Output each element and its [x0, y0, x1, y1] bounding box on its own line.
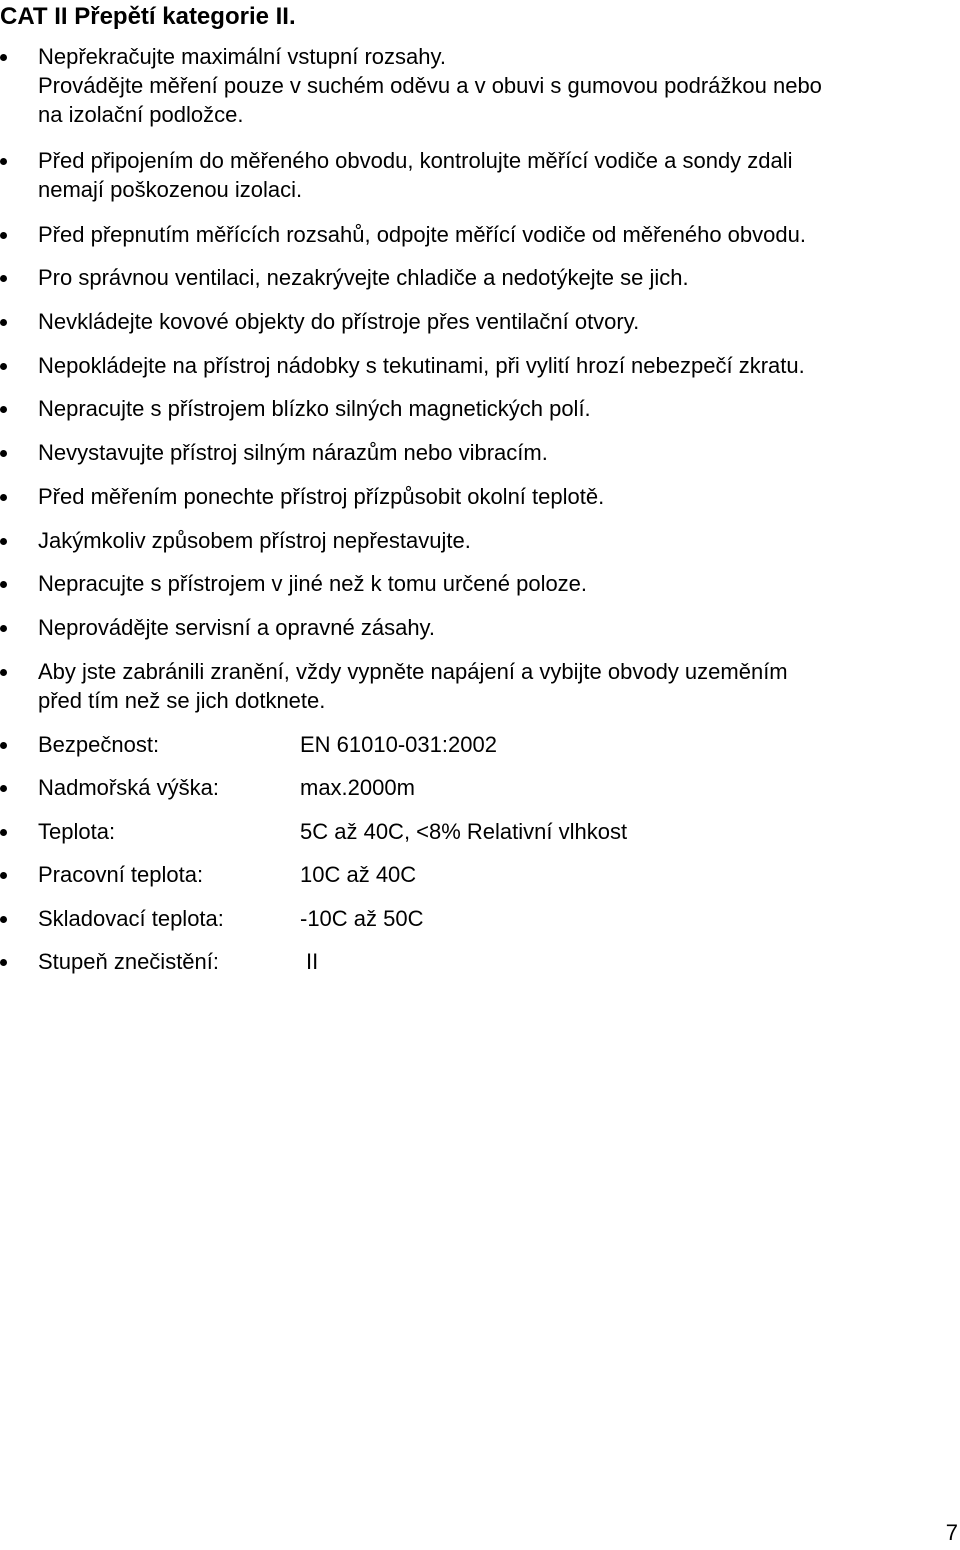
warning-text [38, 613, 953, 642]
spec-value: -10C až 50C [300, 906, 424, 931]
bullet-icon [0, 785, 7, 792]
warning-text [38, 569, 953, 598]
warning-line: nemají poškozenou izolaci. [38, 177, 303, 202]
bullet-icon [0, 275, 7, 282]
warning-text [38, 351, 953, 380]
warning-text [38, 482, 953, 511]
spec-label: Teplota: [38, 819, 116, 844]
warning-line: Provádějte měření pouze v suchém oděvu a v obuvi s gumovou podrážkou nebo [38, 73, 822, 98]
bullet-icon [0, 829, 7, 836]
bullet-icon [0, 494, 7, 501]
warning-line: Aby jste zabránili zranění, vždy vypněte napájení a vybijte obvody uzeměním [38, 659, 788, 684]
warning-line: Pro správnou ventilaci, nezakrývejte chladiče a nedotýkejte se jich. [38, 265, 689, 290]
spec-label: Bezpečnost: [38, 732, 160, 757]
warning-line: Jakýmkoliv způsobem přístroj nepřestavujte. [38, 528, 471, 553]
spec-label: Nadmořská výška: [38, 775, 219, 800]
warning-line: Nepokládejte na přístroj nádobky s tekutinami, při vylití hrozí nebezpečí zkratu. [38, 353, 805, 378]
warning-text [38, 42, 953, 129]
bullet-icon [0, 54, 7, 61]
bullet-icon [0, 872, 7, 879]
bullet-icon [0, 959, 7, 966]
warning-line: Před měřením ponechte přístroj přízpůsobit okolní teplotě. [38, 484, 605, 509]
warning-text [38, 438, 953, 467]
warning-line: Neprovádějte servisní a opravné zásahy. [38, 615, 436, 640]
spec-value: 10C až 40C [300, 862, 417, 887]
spec-label: Pracovní teplota: [38, 862, 204, 887]
warning-line: Před připojením do měřeného obvodu, kontrolujte měřící vodiče a sondy zdali [38, 148, 793, 173]
spec-label: Stupeň znečistění: [38, 949, 220, 974]
spec-value: II [306, 949, 319, 974]
bullet-icon [0, 625, 7, 632]
warning-line: Nevkládejte kovové objekty do přístroje přes ventilační otvory. [38, 309, 640, 334]
bullet-icon [0, 742, 7, 749]
warning-text [38, 526, 953, 555]
warning-line: Nepracujte s přístrojem blízko silných magnetických polí. [38, 396, 591, 421]
bullet-icon [0, 406, 7, 413]
warning-line: Nevystavujte přístroj silným nárazům nebo vibracím. [38, 440, 548, 465]
warning-line: na izolační podložce. [38, 102, 244, 127]
bullet-icon [0, 581, 7, 588]
bullet-icon [0, 538, 7, 545]
warning-text [38, 657, 953, 715]
bullet-icon [0, 363, 7, 370]
warning-text [38, 220, 953, 249]
page-title: CAT II Přepětí kategorie II. [0, 3, 296, 30]
spec-label: Skladovací teplota: [38, 906, 224, 931]
warning-line: Nepřekračujte maximální vstupní rozsahy. [38, 44, 446, 69]
warning-text [38, 146, 953, 204]
warning-text [38, 307, 953, 336]
warning-text [38, 263, 953, 292]
bullet-icon [0, 669, 7, 676]
page-number: 7 [945, 1520, 958, 1545]
bullet-icon [0, 158, 7, 165]
bullet-icon [0, 916, 7, 923]
bullet-icon [0, 232, 7, 239]
warning-text [38, 394, 953, 423]
warning-line: před tím než se jich dotknete. [38, 688, 326, 713]
spec-value: EN 61010-031:2002 [300, 732, 497, 757]
bullet-icon [0, 450, 7, 457]
warning-line: Nepracujte s přístrojem v jiné než k tomu určené poloze. [38, 571, 588, 596]
spec-value: max.2000m [300, 775, 415, 800]
warning-line: Před přepnutím měřících rozsahů, odpojte měřící vodiče od měřeného obvodu. [38, 222, 806, 247]
bullet-icon [0, 319, 7, 326]
spec-value: 5C až 40C, <8% Relativní vlhkost [300, 819, 628, 844]
